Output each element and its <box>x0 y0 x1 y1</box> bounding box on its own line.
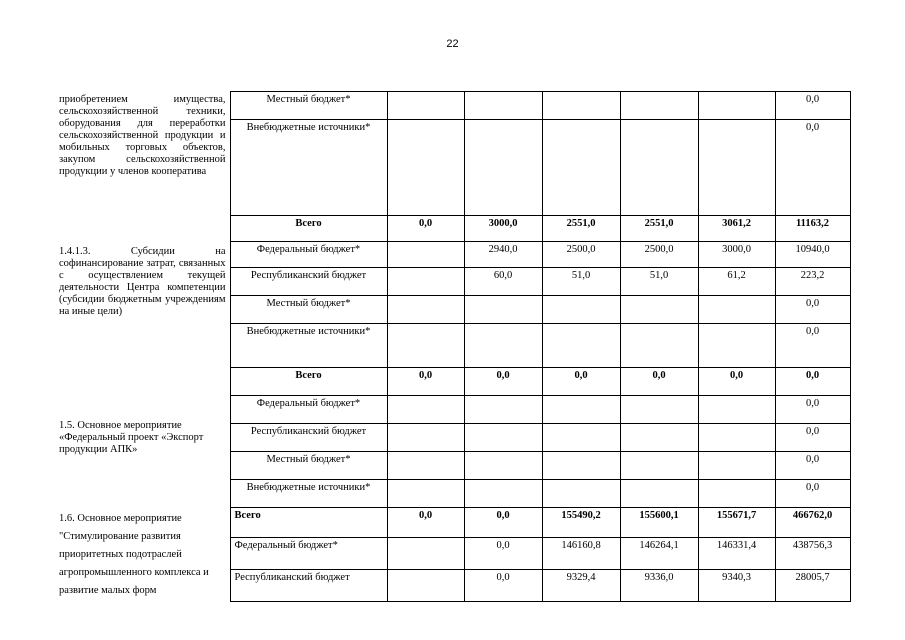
value-cell: 0,0 <box>464 537 542 569</box>
table-row <box>55 216 850 242</box>
value-cell: 155490,2 <box>542 508 620 538</box>
value-cell: 10940,0 <box>775 242 850 268</box>
value-cell <box>387 120 464 216</box>
value-cell <box>387 480 464 508</box>
value-cell <box>542 92 620 120</box>
funding-source: Федеральный бюджет* <box>230 242 387 268</box>
value-cell: 0,0 <box>775 424 850 452</box>
value-cell <box>542 424 620 452</box>
value-cell <box>387 268 464 296</box>
value-cell <box>698 480 775 508</box>
value-cell: 2500,0 <box>542 242 620 268</box>
funding-source: Всего <box>230 508 387 538</box>
value-cell <box>620 120 698 216</box>
value-cell <box>464 424 542 452</box>
table-row <box>55 508 850 538</box>
value-cell <box>387 92 464 120</box>
funding-source: Внебюджетные источники* <box>230 120 387 216</box>
value-cell <box>464 324 542 368</box>
value-cell <box>620 396 698 424</box>
value-cell: 146331,4 <box>698 537 775 569</box>
value-cell <box>464 480 542 508</box>
table-row <box>55 368 850 396</box>
value-cell: 146264,1 <box>620 537 698 569</box>
funding-source: Федеральный бюджет* <box>230 537 387 569</box>
value-cell <box>698 92 775 120</box>
value-cell <box>464 120 542 216</box>
activity-name: 1.4.1.3. Субсидии на софинансирование затрат, связанных с осуществлением текущей деятельности Центра компетенции (субсидии бюджетным учреждениям на иные цели) <box>55 216 230 368</box>
budget-table <box>55 91 851 602</box>
value-cell: 0,0 <box>698 368 775 396</box>
value-cell: 0,0 <box>775 452 850 480</box>
value-cell <box>464 92 542 120</box>
value-cell <box>387 537 464 569</box>
activity-name: 1.6. Основное мероприятие "Стимулирование развития приоритетных подотраслей агропромышленного комплекса и развитие малых форм <box>55 508 230 602</box>
value-cell: 2551,0 <box>542 216 620 242</box>
value-cell <box>542 324 620 368</box>
value-cell <box>464 452 542 480</box>
value-cell <box>698 324 775 368</box>
value-cell: 9340,3 <box>698 569 775 601</box>
value-cell: 0,0 <box>387 508 464 538</box>
value-cell <box>387 424 464 452</box>
value-cell: 11163,2 <box>775 216 850 242</box>
value-cell: 0,0 <box>775 120 850 216</box>
value-cell: 3000,0 <box>464 216 542 242</box>
value-cell <box>387 569 464 601</box>
value-cell <box>542 480 620 508</box>
value-cell: 155600,1 <box>620 508 698 538</box>
value-cell: 466762,0 <box>775 508 850 538</box>
page-number: 22 <box>446 38 459 50</box>
value-cell <box>387 452 464 480</box>
funding-source: Федеральный бюджет* <box>230 396 387 424</box>
value-cell <box>464 396 542 424</box>
value-cell: 60,0 <box>464 268 542 296</box>
value-cell <box>698 452 775 480</box>
value-cell: 9336,0 <box>620 569 698 601</box>
value-cell: 0,0 <box>775 480 850 508</box>
value-cell: 0,0 <box>387 368 464 396</box>
value-cell: 0,0 <box>775 92 850 120</box>
value-cell: 0,0 <box>542 368 620 396</box>
funding-source: Местный бюджет* <box>230 296 387 324</box>
value-cell: 3000,0 <box>698 242 775 268</box>
value-cell: 0,0 <box>464 368 542 396</box>
value-cell: 146160,8 <box>542 537 620 569</box>
funding-source: Местный бюджет* <box>230 452 387 480</box>
value-cell <box>620 480 698 508</box>
value-cell: 9329,4 <box>542 569 620 601</box>
activity-name: приобретением имущества, сельскохозяйственной техники, оборудования для переработки сельскохозяйственной продукции и мобильных торговых объектов, закупом сельскохозяйственной продукции у членов кооператива <box>55 92 230 216</box>
value-cell: 0,0 <box>775 324 850 368</box>
value-cell <box>387 396 464 424</box>
value-cell: 0,0 <box>775 396 850 424</box>
value-cell: 0,0 <box>387 216 464 242</box>
value-cell <box>542 452 620 480</box>
value-cell <box>698 296 775 324</box>
value-cell: 51,0 <box>620 268 698 296</box>
value-cell <box>698 396 775 424</box>
value-cell <box>620 92 698 120</box>
value-cell: 28005,7 <box>775 569 850 601</box>
value-cell <box>387 242 464 268</box>
value-cell: 438756,3 <box>775 537 850 569</box>
funding-source: Внебюджетные источники* <box>230 480 387 508</box>
value-cell <box>698 120 775 216</box>
value-cell: 2940,0 <box>464 242 542 268</box>
activity-name: 1.5. Основное мероприятие «Федеральный проект «Экспорт продукции АПК» <box>55 368 230 508</box>
value-cell: 2551,0 <box>620 216 698 242</box>
funding-source: Всего <box>230 216 387 242</box>
value-cell <box>542 120 620 216</box>
funding-source: Республиканский бюджет <box>230 569 387 601</box>
value-cell <box>542 296 620 324</box>
value-cell: 0,0 <box>464 569 542 601</box>
value-cell: 0,0 <box>464 508 542 538</box>
funding-source: Всего <box>230 368 387 396</box>
value-cell: 51,0 <box>542 268 620 296</box>
funding-source: Внебюджетные источники* <box>230 324 387 368</box>
value-cell: 0,0 <box>620 368 698 396</box>
value-cell <box>620 296 698 324</box>
table-row <box>55 92 850 120</box>
funding-source: Республиканский бюджет <box>230 424 387 452</box>
value-cell <box>620 324 698 368</box>
funding-source: Республиканский бюджет <box>230 268 387 296</box>
value-cell: 0,0 <box>775 296 850 324</box>
value-cell <box>387 324 464 368</box>
funding-source: Местный бюджет* <box>230 92 387 120</box>
value-cell: 223,2 <box>775 268 850 296</box>
value-cell: 3061,2 <box>698 216 775 242</box>
value-cell: 155671,7 <box>698 508 775 538</box>
value-cell: 61,2 <box>698 268 775 296</box>
value-cell <box>542 396 620 424</box>
value-cell <box>387 296 464 324</box>
value-cell <box>464 296 542 324</box>
value-cell <box>620 424 698 452</box>
value-cell: 2500,0 <box>620 242 698 268</box>
value-cell <box>620 452 698 480</box>
value-cell <box>698 424 775 452</box>
value-cell: 0,0 <box>775 368 850 396</box>
